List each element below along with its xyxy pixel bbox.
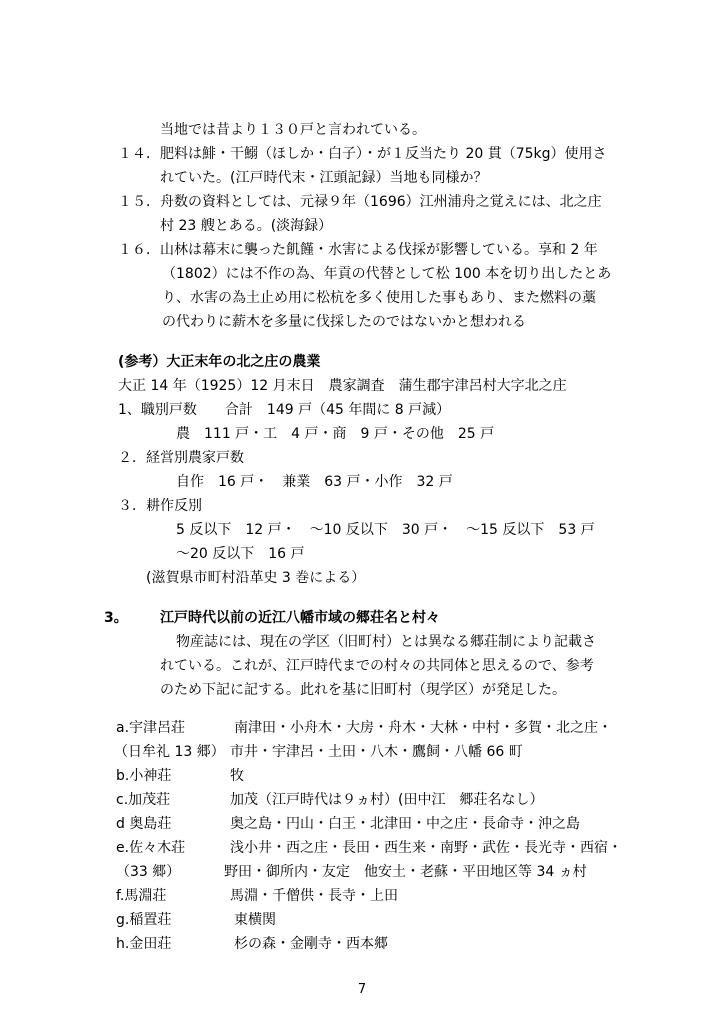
shoen-villages: 南津田・小舟木・大房・舟木・大林・中村・多賀・北之庄・ [234,720,612,736]
text-line: １６．山林は幕末に襲った飢饉・水害による伐採が影響している。享和 2 年 [118,242,598,258]
shoen-name: c.加茂荘 [116,792,171,808]
shoen-name: e.佐々木荘 [116,840,186,856]
text-line: れていた。(江戸時代末・江頭記録）当地も同様か？ [160,170,488,186]
source-note: (滋賀県市町村沿革史 3 巻による） [146,570,366,586]
section-number: 3。 [104,610,128,626]
shoen-villages: 市井・宇津呂・土田・八木・鷹飼・八幡 66 町 [230,744,523,760]
text-line: の代わりに薪木を多量に伐採したのではないかと想われる [162,314,526,330]
text-line: 物産誌には、現在の学区（旧町村）とは異なる郷荘制により記載さ [176,634,596,650]
text-line: ～20 反以下 16 戸 [176,546,305,562]
text-line: のため下記に記する。此れを基に旧町村（現学区）が発足した。 [160,682,566,698]
shoen-name: g.稲置荘 [116,912,172,928]
text-line: 大正 14 年（1925）12 月末日 農家調査 蒲生郡宇津呂村大字北之庄 [118,378,567,394]
section-heading: 江戸時代以前の近江八幡市域の郷荘名と村々 [160,610,440,626]
section-heading: (参考）大正末年の北之庄の農業 [118,354,321,370]
text-line: 農 111 戸・工 4 戸・商 9 戸・その他 25 戸 [176,426,495,442]
text-line: １４．肥料は鯡・干鰯（ほしか・白子）・が１反当たり 20 貫（75kg）使用さ [118,146,607,162]
text-line: 5 反以下 12 戸・ ～10 反以下 30 戸・ ～15 反以下 53 戸 [176,522,595,538]
shoen-name: a.宇津呂荘 [116,720,186,736]
text-line: 自作 16 戸・ 兼業 63 戸・小作 32 戸 [176,474,453,490]
shoen-name: f.馬淵荘 [116,888,167,904]
text-line: （1802）には不作の為、年貢の代替として松 100 本を切り出したとあ [162,266,612,282]
shoen-villages: 杉の森・金剛寺・西本郷 [234,936,388,952]
shoen-villages: 浅小井・西之庄・長田・西生来・南野・武佐・長光寺・西宿・ [230,840,622,856]
shoen-name: （33 郷） [116,864,181,880]
shoen-name: h.金田荘 [116,936,172,952]
text-line: 村 23 艘とある。(淡海録） [160,218,333,234]
text-line: 当地では昔より１３０戸と言われている。 [160,122,426,138]
shoen-name: （日牟礼 13 郷） [114,744,225,760]
text-line: り、水害の為土止め用に松杭を多く使用した事もあり、また燃料の藁 [162,290,596,306]
shoen-name: d 奥島荘 [116,816,172,832]
text-line: ３．耕作反別 [118,498,202,514]
text-line: １５．舟数の資料としては、元禄９年（1696）江州浦舟之覚えには、北之庄 [118,194,602,210]
shoen-name: b.小神荘 [116,768,172,784]
page-number: 7 [357,982,367,997]
shoen-villages: 牧 [230,768,244,784]
shoen-villages: 馬淵・千僧供・長寺・上田 [230,888,398,904]
shoen-villages: 東横関 [234,912,276,928]
text-line: 1、職別戸数 合計 149 戸（45 年間に 8 戸減） [118,402,451,418]
text-line: ２．経営別農家戸数 [118,450,244,466]
shoen-villages: 奥之島・円山・白王・北津田・中之庄・長命寺・沖之島 [230,816,580,832]
text-line: れている。これが、江戸時代までの村々の共同体と思えるので、参考 [160,658,594,674]
shoen-villages: 加茂（江戸時代は９ヵ村）(田中江 郷荘名なし） [230,792,544,808]
shoen-villages: 野田・御所内・友定 他安土・老蘇・平田地区等 34 ヵ村 [224,864,587,880]
